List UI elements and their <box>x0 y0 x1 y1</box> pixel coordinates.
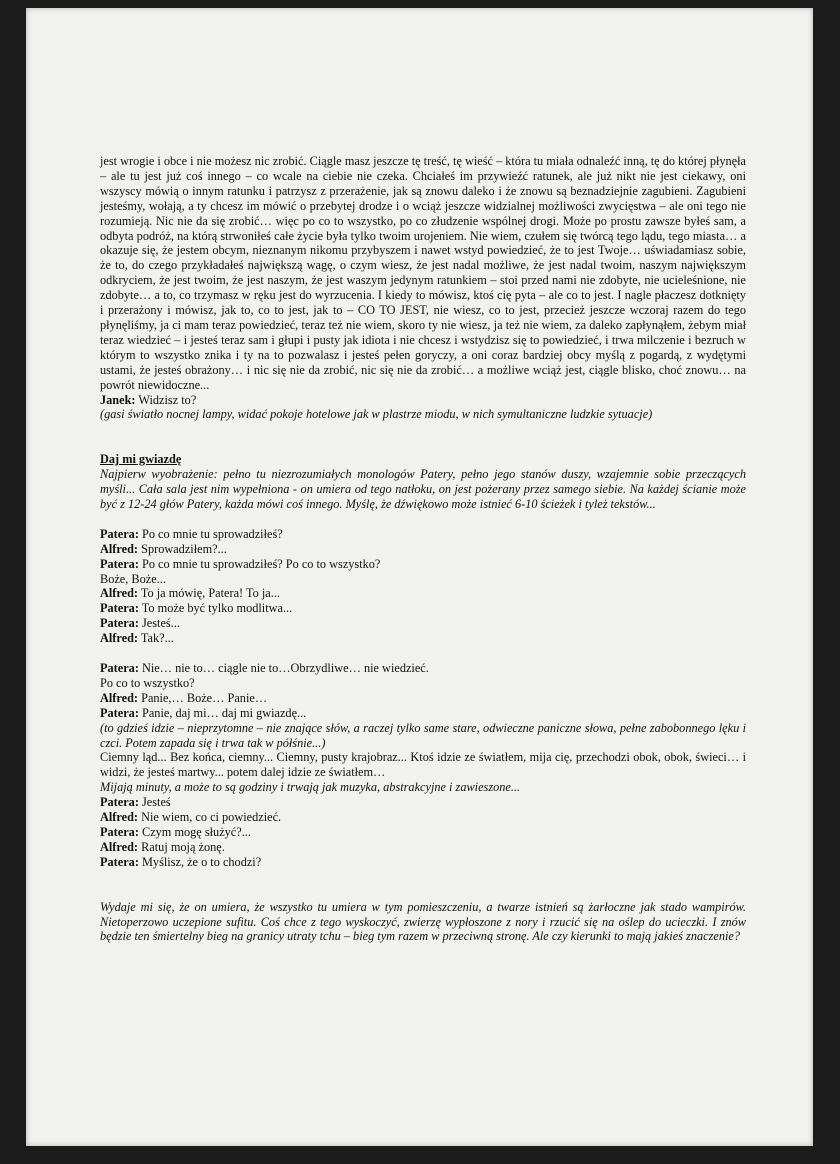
speaker-name: Patera: <box>100 854 139 869</box>
dialogue-line <box>100 706 746 721</box>
line-text: Widzisz to? <box>135 392 197 407</box>
dialogue-line <box>100 825 746 840</box>
line-text: Czym mogę służyć?... <box>138 824 251 839</box>
speaker-name: Patera: <box>100 705 139 720</box>
line-text: To ja mówię, Patera! To ja... <box>138 586 280 601</box>
page-text <box>100 154 746 944</box>
line-text: Ratuj moją żonę. <box>138 839 225 854</box>
dialogue-line <box>100 795 746 810</box>
dialogue-line <box>100 586 746 601</box>
dialogue-block-1 <box>100 527 746 646</box>
line-text: Sprowadziłem?... <box>138 541 227 556</box>
speaker-name: Alfred: <box>100 631 139 646</box>
dialogue-line <box>100 542 746 557</box>
dialogue-line <box>100 631 746 646</box>
dialogue-line <box>100 527 746 542</box>
line-text: Boże, Boże... <box>100 571 166 586</box>
line-text: To może być tylko modlitwa... <box>138 601 293 616</box>
dialogue-line <box>100 616 746 631</box>
speaker-name: Patera: <box>100 526 139 541</box>
dialogue-line <box>100 661 746 676</box>
stage-direction-final: Wydaje mi się, że on umiera, że wszystko tu umiera w tym pomieszczeniu, a twarze istnień są żarłoczne jak stado wampirów. Nietoperzowo uczepione sufitu. Coś chce z tego wyskoczyć, zwierzę wypłoszone z nory i rzucić się na oślep do ucieczki. I znów będzie ten śmiertelny bieg na granicy utraty tchu – bieg tym razem w przeciwną stronę. Ale czy kierunki to mają jakieś znaczenie? <box>100 899 746 944</box>
line-text: Tak?... <box>138 631 174 646</box>
stage-direction-intro: Najpierw wyobrażenie: pełno tu niezrozumiałych monologów Patery, pełno jego stanów duszy, wzajemnie sobie przeczących myśli... Cała sala jest nim wypełniona - on umiera od tego natłoku, on jest pożerany przez samego siebie. Na każdej ścianie może być z 12-24 głów Patery, każda mówi coś innego. Myślę, że dźwiękowo może istnieć 6-10 ścieżek i tyleż tekstów... <box>100 467 746 512</box>
line-text: Po co mnie tu sprowadziłeś? Po co to wszystko? <box>138 556 381 571</box>
dialogue-line <box>100 810 746 825</box>
speaker-name: Patera: <box>100 556 139 571</box>
dialogue-line <box>100 572 746 587</box>
speaker-name: Patera: <box>100 795 139 810</box>
line-text: Jesteś... <box>138 616 180 631</box>
speaker-name: Patera: <box>100 660 139 675</box>
dialogue-line <box>100 601 746 616</box>
speaker-name: Patera: <box>100 824 139 839</box>
line-text: Myślisz, że o to chodzi? <box>138 854 262 869</box>
stage-direction-minutes: Mijają minuty, a może to są godziny i trwają jak muzyka, abstrakcyjne i zawieszone... <box>100 780 521 795</box>
speaker-name: Alfred: <box>100 541 139 556</box>
speaker-name: Janek: <box>100 392 136 407</box>
line-text: Po co mnie tu sprowadziłeś? <box>138 526 283 541</box>
line-text: Po co to wszystko? <box>100 675 195 690</box>
intro-paragraph: jest wrogie i obce i nie możesz nic zrobić. Ciągle masz jeszcze tę treść, tę wieść – która tu miała odnaleźć inną, tę do której płynęła – ale tu jest już coś innego – co wcale na ciebie nie czeka. Chciałeś im przywieźć ratunek, ale już nikt nie jest ciekawy, oni wszyscy mówią o innym ratunku i patrzysz z przerażenie, jak są znowu daleko i że znowu są beznadziejnie zagubieni. Zagubieni jesteśmy, wołają, a ty chcesz im mówić o przebytej drodze i o wciąż jeszcze widzialnej możliwości zwycięstwa – ale oni tego nie rozumieją. Nic nie da się zrobić… więc po co to wszystko, po co złudzenie wspólnej drogi. Może po prostu zawsze byłeś sam, a odbyta podróż, na którą strwoniłeś całe życie była tylko twoim urojeniem. Nie wiem, czułem się twórcą tego lądu, tego miasta… a okazuje się, że jestem obcym, nieznanym nikomu przybyszem i nawet wstyd powiedzieć, że to jest Twoje… uświadamiasz sobie, że to, do czego przykładałeś największą wagę, o czym wiesz, że jest nadal możliwe, że jest nadal twoim, naszym największym odkryciem, że jest twoim, że jest naszym, że jest waszym jedynym ratunkiem – stoi przed nami nie zdobyte, nie ucieleśnione, nie zdobyte… a to, co trzymasz w ręku jest do wyrzucenia. I kiedy to mówisz, ktoś cię pyta – ale co to jest. I nagle płaczesz dotknięty i przerażony i mówisz, jak to, co to jest, jak to – CO TO JEST, nie wiesz, co to jest, przecież jeszcze wczoraj razem do tego płynęliśmy, ja ci mam teraz powiedzieć, teraz też nie wiem, skoro ty nie wiesz, ja też nie wiem, za daleko zapłynąłem, żebym miał teraz wiedzieć – i jesteś teraz sam i głupi i pusty jak idiota i nie chcesz i wstydzisz się to powiedzieć, i trwa milczenie i bezruch w którym to wszystko znika i ty na to pozwalasz i jesteś pełen goryczy, a oni coraz bardziej obcy myślą z pogardą, z wydętymi ustami, że jesteś obrażony… i nic się nie da zrobić, nic się nie da zrobić… a możliwe wciąż jest, ciągle blisko, choć znowu… na powrót niewidoczne... <box>100 154 747 392</box>
dialogue-line <box>100 676 746 691</box>
speaker-name: Alfred: <box>100 810 139 825</box>
dialogue-line <box>100 691 746 706</box>
line-text: Panie,… Boże… Panie… <box>138 690 268 705</box>
line-text: Panie, daj mi… daj mi gwiazdę... <box>138 705 307 720</box>
dark-land-paragraph: Ciemny ląd... Bez końca, ciemny... Ciemny, pusty krajobraz... Ktoś idzie ze światłem, mija cię, przechodzi obok, obok, świeci… i widzi, że jesteś martwy... potem dalej idzie ze światłem… <box>100 750 746 780</box>
speaker-name: Alfred: <box>100 690 139 705</box>
janek-line <box>100 393 746 408</box>
speaker-name: Alfred: <box>100 586 139 601</box>
line-text: Jesteś <box>138 795 171 810</box>
speaker-name: Patera: <box>100 616 139 631</box>
document-page <box>26 8 813 1146</box>
dialogue-block-2 <box>100 661 746 721</box>
dialogue-line <box>100 855 746 870</box>
dialogue-block-3 <box>100 795 746 870</box>
section-title: Daj mi gwiazdę <box>100 452 182 467</box>
speaker-name: Patera: <box>100 601 139 616</box>
stage-direction-lamp: (gasi światło nocnej lampy, widać pokoje hotelowe jak w plastrze miodu, w nich symultaniczne ludzkie sytuacje) <box>100 407 653 422</box>
speaker-name: Alfred: <box>100 839 139 854</box>
dialogue-line <box>100 557 746 572</box>
line-text: Nie wiem, co ci powiedzieć. <box>138 810 282 825</box>
dialogue-line <box>100 840 746 855</box>
line-text: Nie… nie to… ciągle nie to…Obrzydliwe… nie wiedzieć. <box>138 660 429 675</box>
stage-direction-fall: (to gdzieś idzie – nieprzytomne – nie znające słów, a raczej tylko same stare, odwieczne paniczne słowa, pełne zabobonnego lęku i czci. Potem zapada się i trwa tak w półśnie...) <box>100 720 746 750</box>
